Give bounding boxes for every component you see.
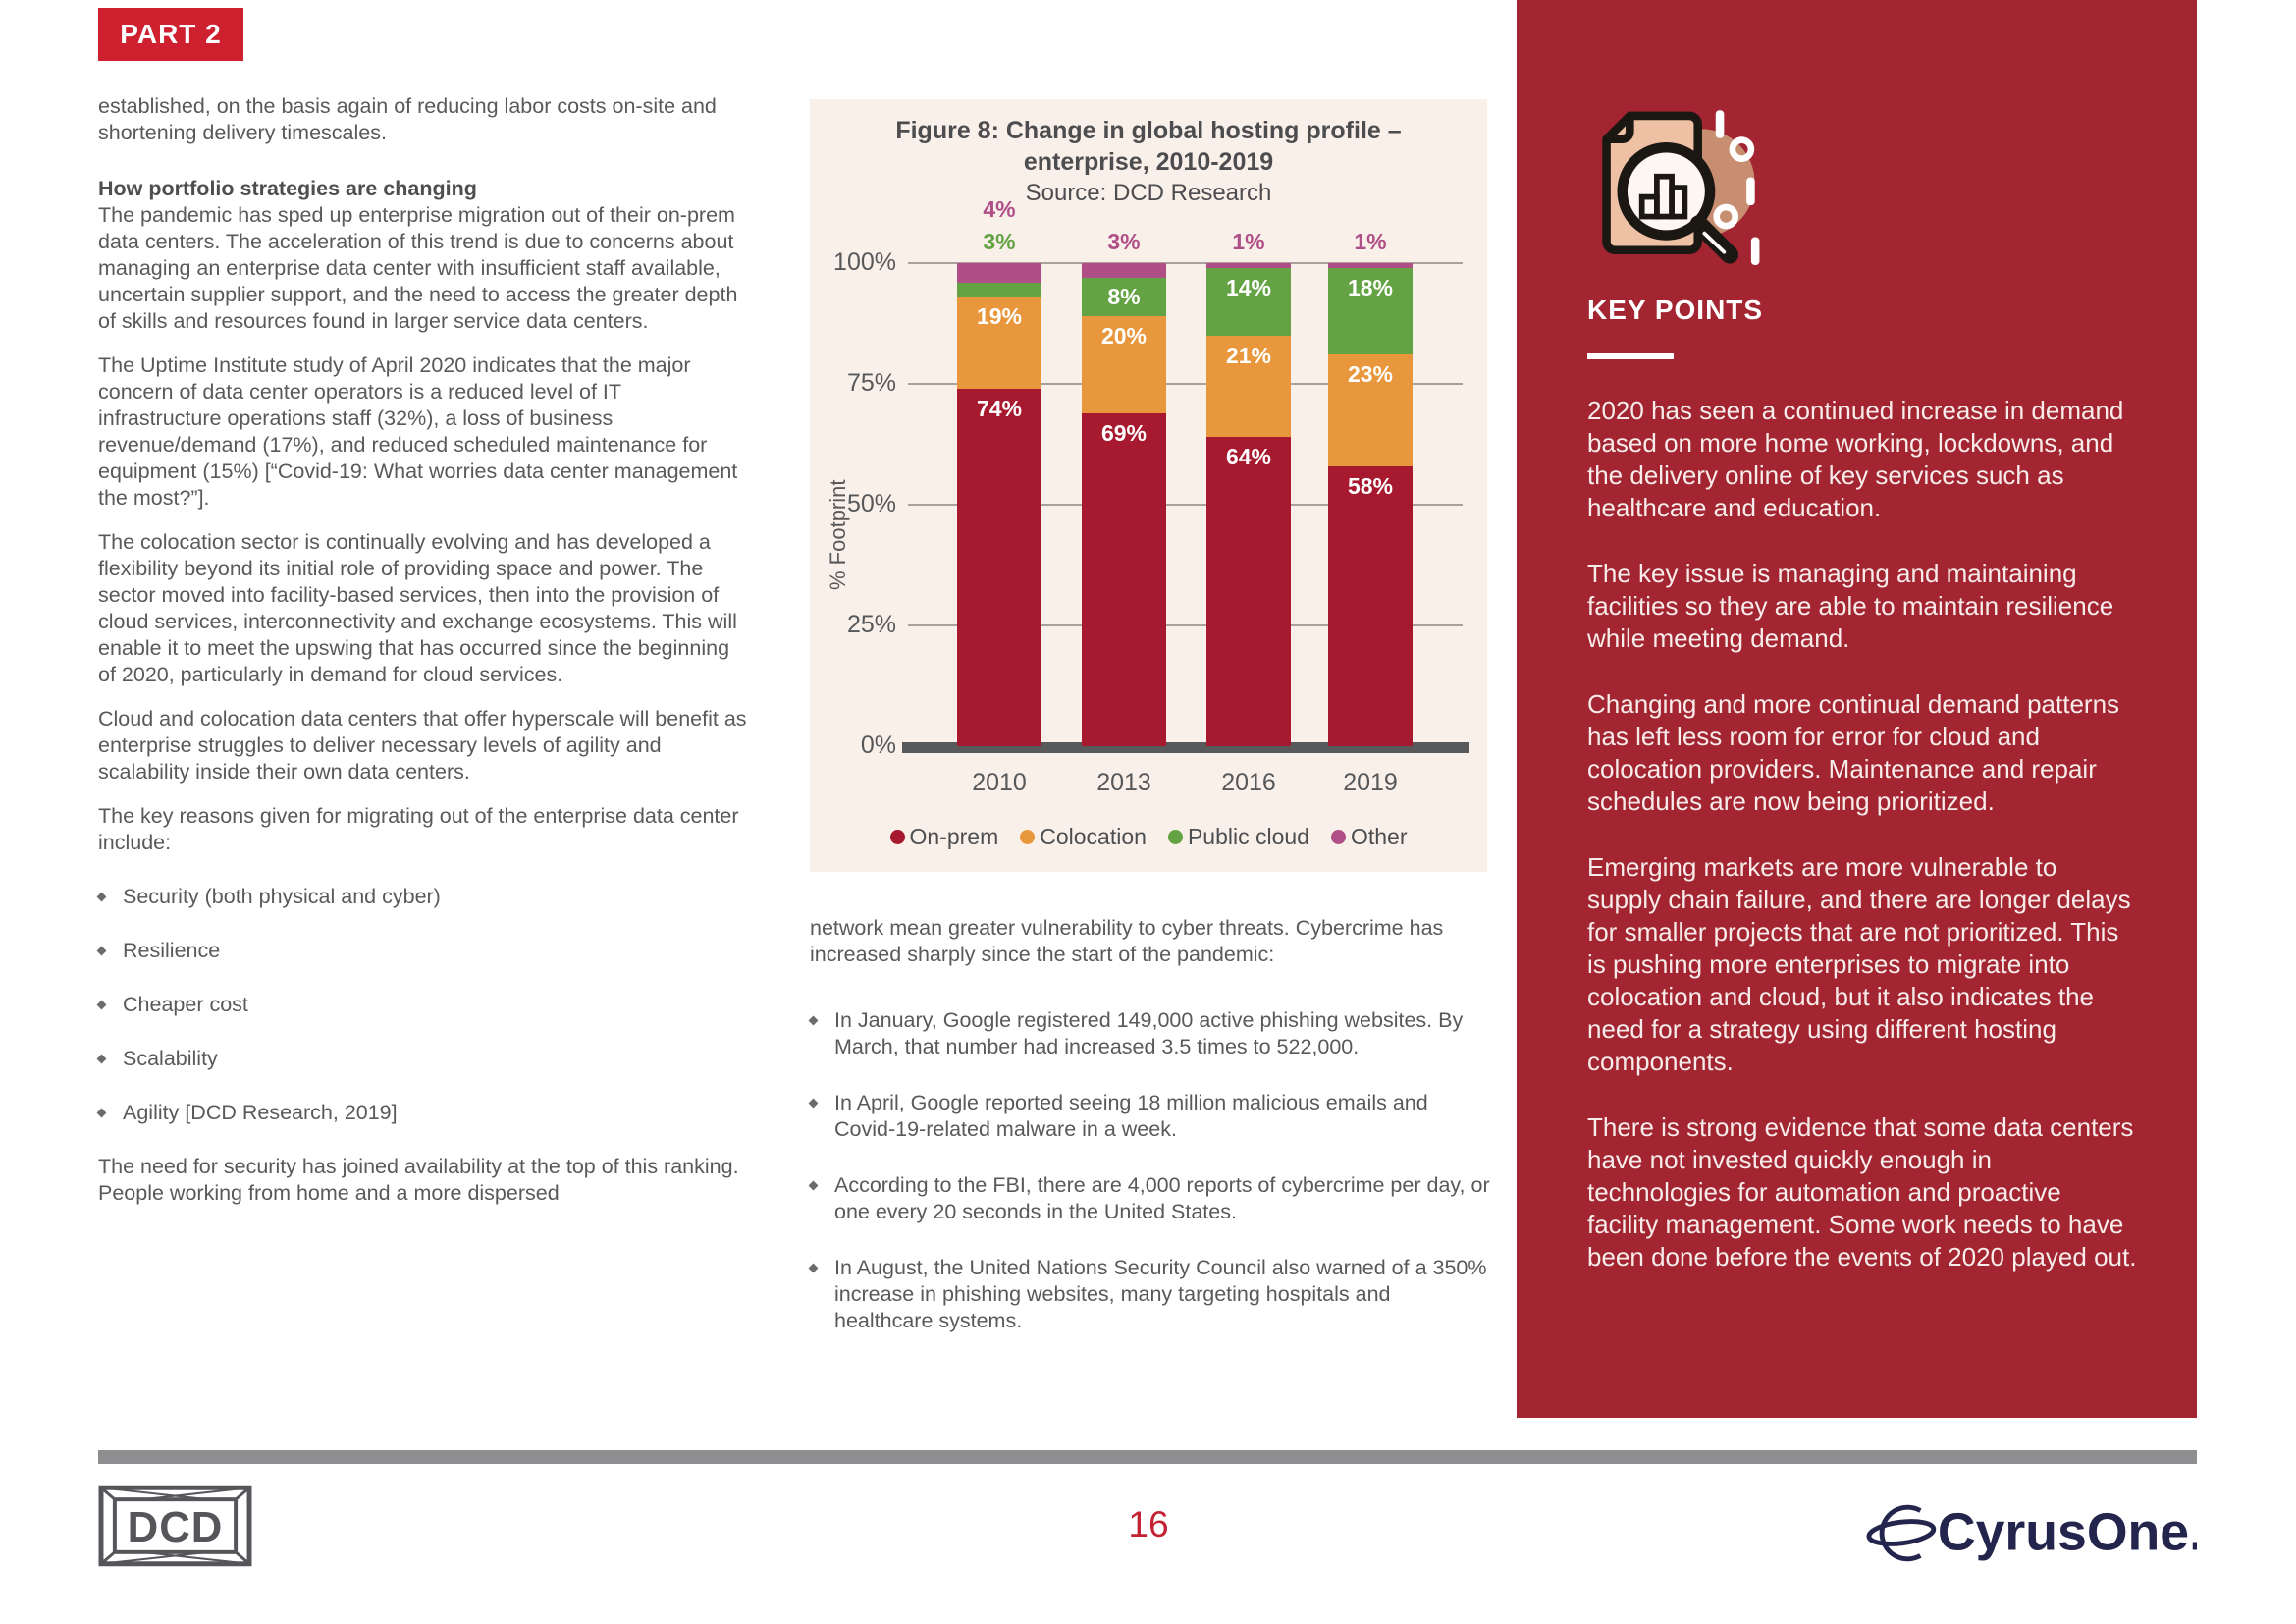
bar-segment-colocation (1082, 316, 1166, 412)
legend-item-other (1331, 824, 1408, 850)
bullet-icon (809, 1264, 819, 1273)
segment-label: 58% (1347, 472, 1394, 499)
list-item (810, 1090, 1492, 1143)
key-point: There is strong evidence that some data centers have not invested quickly enough in technologies for automation and proactive facility management. Some work needs to have been done before the events of 2020 played out. (1587, 1112, 2137, 1272)
legend-item-public-cloud (1168, 824, 1309, 850)
segment-label: 20% (1100, 323, 1148, 350)
x-axis-label: 2013 (1096, 769, 1151, 796)
segment-label: 19% (976, 303, 1023, 330)
list-item-text: Security (both physical and cyber) (123, 885, 441, 908)
figure-8-chart-panel (810, 99, 1487, 872)
list-item-text: In August, the United Nations Security Council also warned of a 350% increase in phishing websites, many targeting hospitals and healthcare systems. (834, 1256, 1487, 1332)
list-item-text: Resilience (123, 939, 221, 962)
legend-dot-icon (1020, 830, 1035, 844)
paragraph: Cloud and colocation data centers that offer hyperscale will benefit as enterprise struggles to deliver necessary levels of agility and scalability inside their own data centers. (98, 707, 747, 784)
list-item-text: In April, Google reported seeing 18 million malicious emails and Covid-19-related malware in a week. (834, 1091, 1428, 1141)
segment-label: 23% (1347, 361, 1394, 388)
cybercrime-list (810, 1007, 1492, 1334)
segment-label: 21% (1225, 342, 1272, 368)
legend-label: Other (1350, 824, 1408, 849)
y-tick-label: 100% (833, 248, 896, 276)
middle-column (810, 915, 1492, 1364)
x-axis-label: 2019 (1343, 769, 1398, 796)
svg-text:DCD: DCD (127, 1502, 224, 1551)
segment-label: 8% (1107, 283, 1141, 309)
legend-dot-icon (1168, 830, 1183, 844)
segment-label: 64% (1225, 444, 1272, 470)
bar-segment-colocation (957, 297, 1041, 388)
x-axis-label: 2016 (1221, 769, 1276, 796)
list-item (98, 1046, 748, 1072)
y-axis-title: % Footprint (826, 479, 850, 590)
bar-segment-public-cloud (957, 283, 1041, 298)
y-tick-label: 50% (846, 490, 896, 517)
chart-source: Source: DCD Research (1025, 180, 1272, 206)
bar-segment-public-cloud (1328, 268, 1413, 355)
bar-segment-public-cloud (1082, 278, 1166, 316)
part-badge: PART 2 (98, 8, 243, 61)
list-item (98, 884, 748, 910)
page-number: 16 (1128, 1504, 1169, 1544)
bar-segment-other (1328, 263, 1413, 268)
paragraph: established, on the basis again of reducing labor costs on-site and shortening delivery timescales. (98, 94, 717, 144)
bullet-icon (809, 1181, 819, 1191)
bar-segment-on-prem (957, 389, 1041, 746)
chart-legend (810, 824, 1487, 850)
bullet-icon (97, 1109, 107, 1118)
list-item-text: Cheaper cost (123, 993, 248, 1016)
bar-segment-on-prem (1206, 437, 1291, 746)
bar-2013 (1082, 229, 1166, 796)
bar-segment-colocation (1206, 336, 1291, 437)
bar-segment-other (1082, 263, 1166, 278)
cyrusone-logo (1863, 1494, 2197, 1576)
segment-label-above: 3% (1107, 229, 1141, 254)
bullet-icon (97, 1055, 107, 1064)
list-item-text: According to the FBI, there are 4,000 reports of cybercrime per day, or one every 20 seconds in the United States. (834, 1173, 1490, 1223)
legend-item-on-prem (890, 824, 999, 850)
legend-dot-icon (1331, 830, 1346, 844)
section-heading: How portfolio strategies are changing (98, 177, 477, 200)
paragraph: The colocation sector is continually evolving and has developed a flexibility beyond its initial role of providing space and power. The sector moved into facility-based services, then into the provision of cloud services, interconnectivity and exchange ecosystems. This will enable it to meet the upswing that has occurred since the beginning of 2020, particularly in demand for cloud services. (98, 530, 737, 686)
list-item (98, 938, 748, 964)
document-magnifier-chart-icon (1579, 102, 1768, 282)
reasons-list (98, 884, 748, 1126)
bullet-icon (97, 1001, 107, 1010)
chart-title: Figure 8: Change in global hosting profile – (895, 117, 1402, 144)
paragraph: The pandemic has sped up enterprise migration out of their on-prem data centers. The acceleration of this trend is due to concerns about managing an enterprise data center with insufficient staff available, uncertain supplier support, and the need to access the greater depth of skills and resources found in larger service data centers. (98, 203, 738, 333)
segment-label: 69% (1100, 419, 1148, 446)
paragraph: The need for security has joined availability at the top of this ranking. People working from home and a more dispersed (98, 1155, 739, 1205)
bar-segment-on-prem (1082, 413, 1166, 746)
svg-text:CyrusOne.: CyrusOne. (1937, 1502, 2197, 1562)
segment-label-above: 3% (983, 229, 1016, 254)
paragraph: network mean greater vulnerability to cyber threats. Cybercrime has increased sharply since the start of the pandemic: (810, 916, 1444, 966)
key-point: The key issue is managing and maintaining facilities so they are able to maintain resilience while meeting demand. (1587, 559, 2114, 653)
bar-segment-public-cloud (1206, 268, 1291, 336)
bar-2019 (1328, 229, 1413, 796)
bar-segment-other (1206, 263, 1291, 268)
segment-label-above: 4% (983, 196, 1016, 222)
key-points-body (1587, 395, 2137, 1307)
segment-label: 14% (1225, 274, 1272, 300)
segment-label: 74% (976, 395, 1023, 421)
list-item (98, 1100, 748, 1126)
heading-underline (1587, 353, 1674, 359)
paragraph: The key reasons given for migrating out of the enterprise data center include: (98, 804, 739, 854)
bar-2016 (1206, 229, 1291, 796)
segment-label-above: 1% (1354, 229, 1387, 254)
legend-dot-icon (890, 830, 905, 844)
y-tick-label: 0% (860, 731, 896, 759)
y-tick-label: 25% (846, 611, 896, 638)
bar-segment-on-prem (1328, 466, 1413, 746)
bullet-icon (809, 1099, 819, 1109)
list-item-text: Scalability (123, 1047, 218, 1070)
bullet-icon (97, 947, 107, 956)
dcd-logo (98, 1485, 252, 1572)
list-item (810, 1172, 1492, 1225)
list-item (810, 1255, 1492, 1334)
key-point: Changing and more continual demand patterns has left less room for error for cloud and colocation providers. Maintenance and repair schedules are now being prioritized. (1587, 689, 2120, 816)
bullet-icon (97, 893, 107, 902)
list-item (98, 992, 748, 1018)
list-item (810, 1007, 1492, 1060)
bar-2010 (957, 196, 1041, 796)
legend-label: Public cloud (1187, 824, 1309, 849)
bar-segment-colocation (1328, 354, 1413, 465)
legend-label: On-prem (909, 824, 999, 849)
legend-item-colocation (1020, 824, 1147, 850)
key-point: 2020 has seen a continued increase in demand based on more home working, lockdowns, and the delivery online of key services such as healthcare and education. (1587, 396, 2124, 522)
chart-title-line2: enterprise, 2010-2019 (1023, 148, 1274, 176)
list-item-text: In January, Google registered 149,000 active phishing websites. By March, that number had increased 3.5 times to 522,000. (834, 1008, 1464, 1058)
bar-segment-other (957, 263, 1041, 283)
segment-label: 18% (1347, 274, 1394, 300)
key-points-heading: KEY POINTS (1587, 295, 1764, 325)
left-column (98, 93, 748, 1224)
footer-divider (98, 1450, 2197, 1464)
y-tick-label: 75% (846, 369, 896, 397)
bullet-icon (809, 1016, 819, 1026)
segment-label-above: 1% (1232, 229, 1265, 254)
list-item-text: Agility [DCD Research, 2019] (123, 1101, 398, 1124)
key-points-sidebar (1517, 0, 2197, 1418)
x-axis-label: 2010 (972, 769, 1027, 796)
key-point: Emerging markets are more vulnerable to supply chain failure, and there are longer delays for smaller projects that are not prioritized. This is pushing more enterprises to migrate into colocation and cloud, but it also indicates the need for a strategy using different hosting components. (1587, 852, 2131, 1076)
paragraph: The Uptime Institute study of April 2020 indicates that the major concern of data center operators is a reduced level of IT infrastructure operations staff (32%), a loss of business revenue/demand (17%), and reduced scheduled maintenance for equipment (15%) [“Covid-19: What worries data center management the most?”]. (98, 353, 738, 510)
legend-label: Colocation (1040, 824, 1147, 849)
